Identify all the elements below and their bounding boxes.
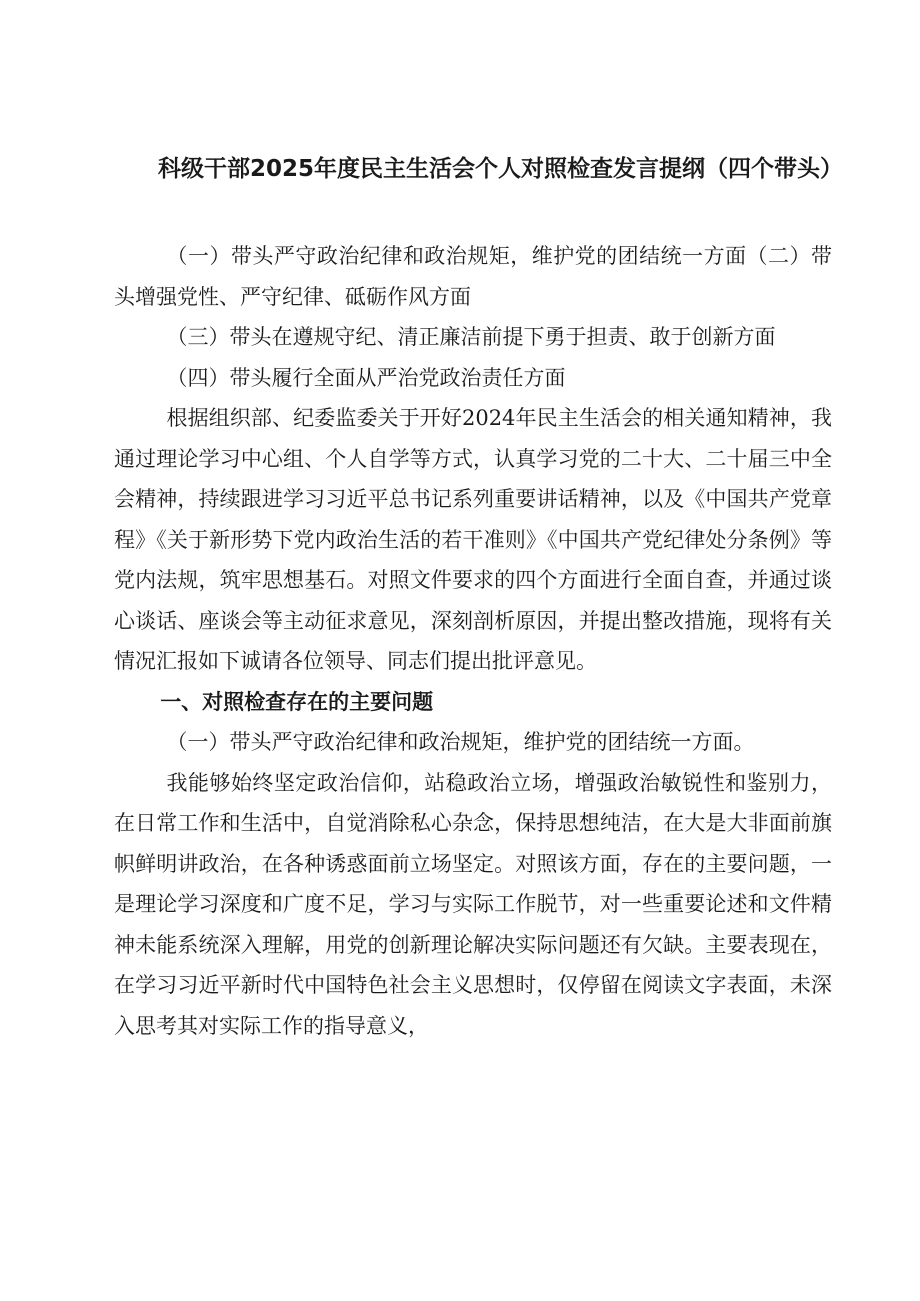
toc-item-1-2: （一）带头严守政治纪律和政治规矩，维护党的团结统一方面（二）带头增强党性、严守纪律、砥砺作风方面 (114, 244, 832, 309)
toc-item-4: （四）带头履行全面从严治党政治责任方面 (166, 365, 566, 390)
section-heading-1: 一、对照检查存在的主要问题 (160, 689, 434, 714)
document-title: 科级干部2025年度民主生活会个人对照检查发言提纲（四个带头） (158, 156, 844, 182)
toc-item-3: （三）带头在遵规守纪、清正廉洁前提下勇于担责、敢于创新方面 (166, 325, 776, 349)
intro-paragraph: 根据组织部、纪委监委关于开好2024年民主生活会的相关通知精神，我通过理论学习中心组、个人自学等方式，认真学习党的二十大、二十届三中全会精神，持续跟进学习习近平总书记系列重要讲话精神，以及《中国共产党章程》《关于新形势下党内政治生活的若干准则》《中国共产党纪律处分条例》等党内法规，筑牢思想基石。对照文件要求的四个方面进行全面自查，并通过谈心谈话、座谈会等主动征求意见，深刻剖析原因，并提出整改措施，现将有关情况汇报如下诚请各位领导、同志们提出批评意见。 (114, 406, 832, 673)
document-body (114, 236, 832, 1046)
body-paragraph-1: 我能够始终坚定政治信仰，站稳政治立场，增强政治敏锐性和鉴别力，在日常工作和生活中，自觉消除私心杂念，保持思想纯洁，在大是大非面前旗帜鲜明讲政治，在各种诱惑面前立场坚定。对照该方面，存在的主要问题，一是理论学习深度和广度不足，学习与实际工作脱节，对一些重要论述和文件精神未能系统深入理解，用党的创新理论解决实际问题还有欠缺。主要表现在，在学习习近平新时代中国特色社会主义思想时，仅停留在阅读文字表面，未深入思考其对实际工作的指导意义， (114, 770, 832, 1038)
subsection-heading-1: （一）带头严守政治纪律和政治规矩，维护党的团结统一方面。 (166, 730, 755, 754)
